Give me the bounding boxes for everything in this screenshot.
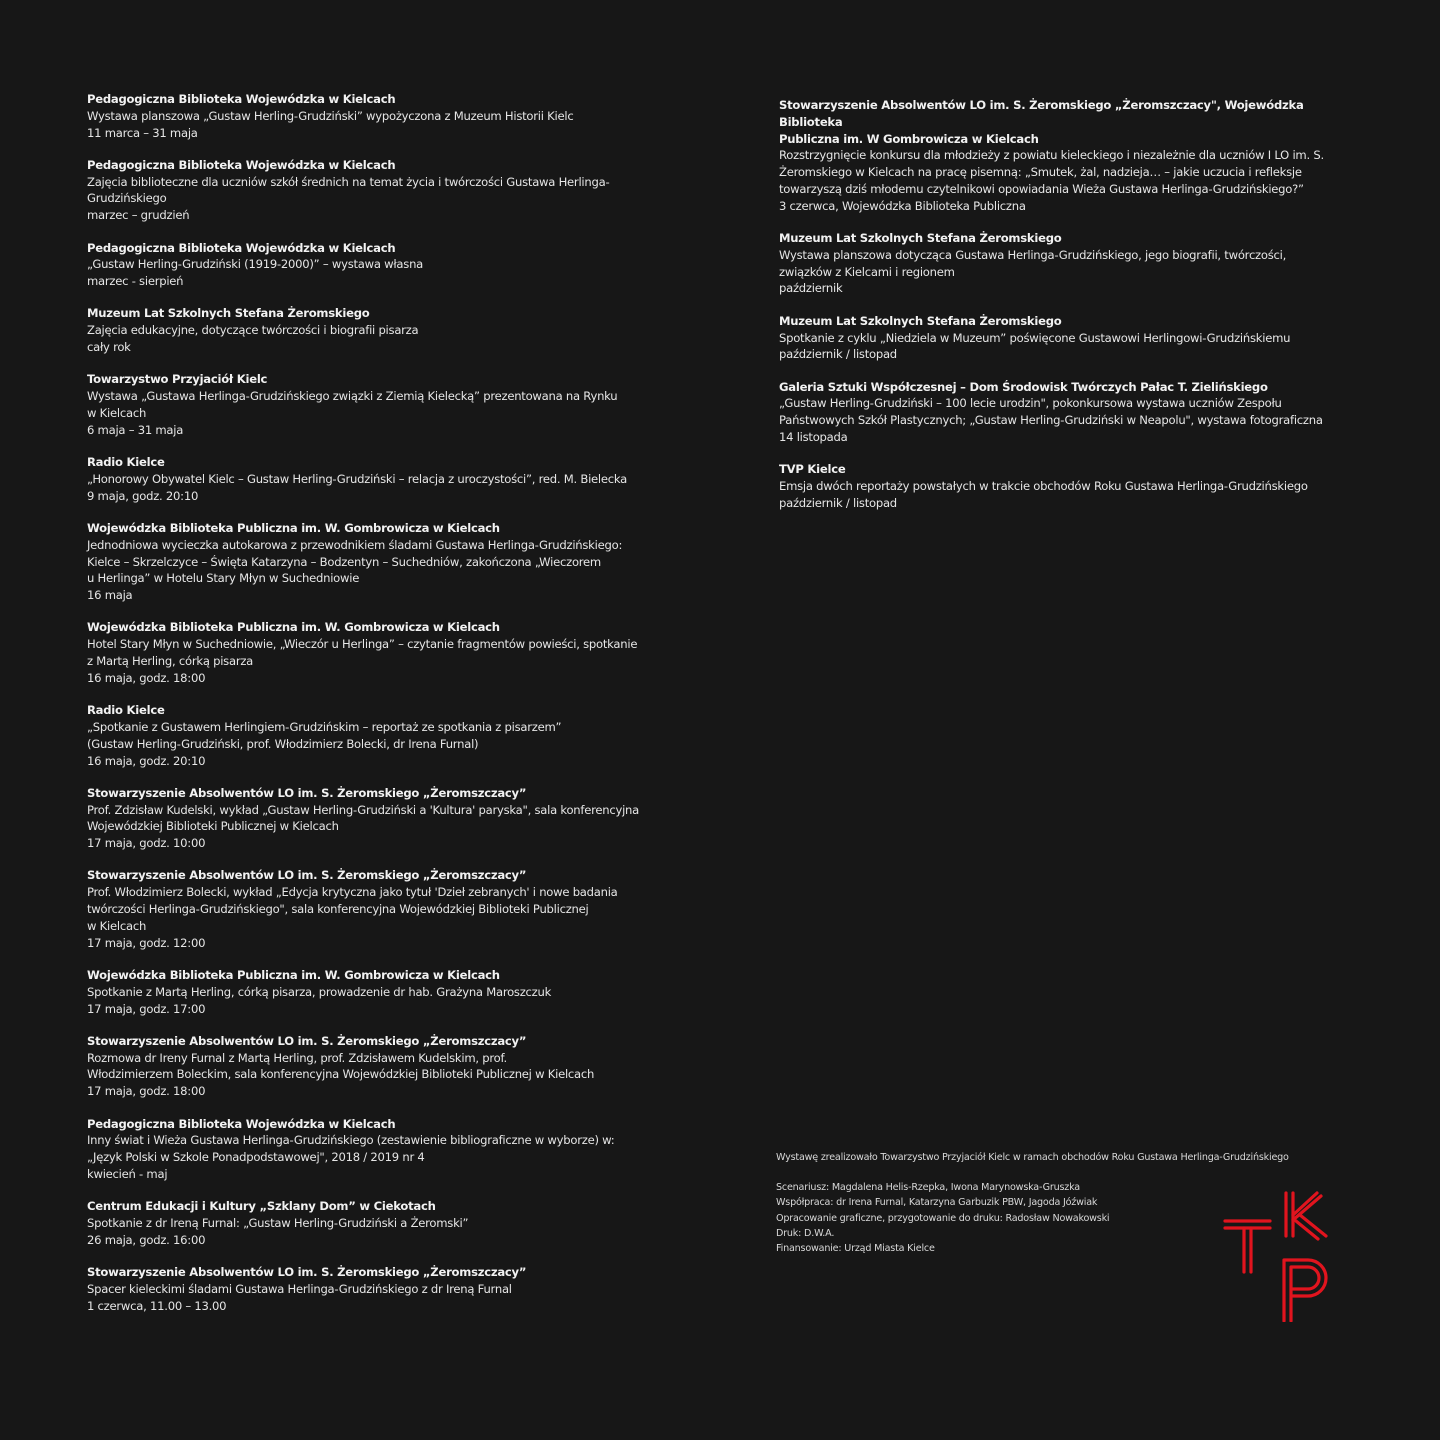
event-organizer: Centrum Edukacji i Kultury „Szklany Dom” w Ciekotach	[87, 1199, 436, 1214]
event-date: cały rok	[87, 340, 131, 355]
credits-line: Współpraca: dr Irena Furnal, Katarzyna Garbuzik PBW, Jagoda Jóźwiak	[776, 1197, 1098, 1209]
event-date: 17 maja, godz. 12:00	[87, 935, 206, 950]
event-organizer: Pedagogiczna Biblioteka Wojewódzka w Kielcach	[87, 1116, 396, 1131]
credits-line: Scenariusz: Magdalena Helis-Rzepka, Iwona Marynowska-Gruszka	[776, 1182, 1080, 1194]
event-description: z Martą Herling, córką pisarza	[87, 654, 254, 669]
event-organizer: TVP Kielce	[779, 462, 846, 477]
event-description: Prof. Włodzimierz Bolecki, wykład „Edycja krytyczna jako tytuł 'Dzieł zebranych' i nowe badania	[87, 885, 618, 900]
event-organizer: Pedagogiczna Biblioteka Wojewódzka w Kielcach	[87, 92, 396, 106]
event-entry	[87, 702, 677, 769]
event-description: Wystawa planszowa dotycząca Gustawa Herlinga-Grudzińskiego, jego biografii, twórczości,	[779, 247, 1287, 262]
event-description: „Gustaw Herling-Grudziński – 100 lecie urodzin", pokonkursowa wystawa uczniów Zespołu	[779, 396, 1282, 411]
credits-line: Finansowanie: Urząd Miasta Kielce	[776, 1243, 935, 1255]
event-entry	[87, 1198, 677, 1248]
event-entry	[87, 785, 677, 852]
event-date: 3 czerwca, Wojewódzka Biblioteka Publiczna	[779, 198, 1026, 213]
event-entry	[87, 619, 677, 686]
tpk-logo	[1222, 1188, 1344, 1322]
event-organizer: Galeria Sztuki Współczesnej – Dom Środowisk Twórczych Pałac T. Zielińskiego	[779, 379, 1268, 394]
event-description: Grudzińskiego	[87, 191, 167, 206]
event-description: Inny świat i Wieża Gustawa Herlinga-Grudzińskiego (zestawienie bibliograficzne w wyborze) w:	[87, 1133, 615, 1148]
event-date: październik / listopad	[779, 495, 897, 510]
event-date: 16 maja, godz. 18:00	[87, 670, 206, 685]
event-organizer: Stowarzyszenie Absolwentów LO im. S. Żeromskiego „Żeromszczacy”	[87, 868, 527, 883]
event-date: 17 maja, godz. 18:00	[87, 1084, 206, 1099]
event-entry	[87, 967, 677, 1017]
event-description: Zajęcia biblioteczne dla uczniów szkół średnich na temat życia i twórczości Gustawa Herlinga-	[87, 174, 610, 189]
event-description: Rozmowa dr Ireny Furnal z Martą Herling, prof. Zdzisławem Kudelskim, prof.	[87, 1050, 507, 1065]
event-description: towarzyszą dziś młodemu czytelnikowi opowiadania Wieża Gustawa Herlinga-Grudzińskiego?”	[779, 181, 1304, 196]
event-description: Wystawa planszowa „Gustaw Herling-Grudziński” wypożyczona z Muzeum Historii Kielc	[87, 108, 574, 123]
event-description: Jednodniowa wycieczka autokarowa z przewodnikiem śladami Gustawa Herlinga-Grudzińskiego:	[87, 537, 623, 552]
credits-lead: Wystawę zrealizowało Towarzystwo Przyjaciół Kielc w ramach obchodów Roku Gustawa Herlinga-Grudzińskiego	[776, 1152, 1289, 1163]
event-description: Hotel Stary Młyn w Suchedniowie, „Wieczór u Herlinga” – czytanie fragmentów powieści, spotkanie	[87, 637, 638, 652]
event-organizer: Wojewódzka Biblioteka Publiczna im. W. Gombrowicza w Kielcach	[87, 620, 500, 635]
event-entry	[87, 91, 677, 141]
event-date: 16 maja	[87, 588, 133, 603]
event-organizer: Stowarzyszenie Absolwentów LO im. S. Żeromskiego „Żeromszczacy”	[87, 1265, 527, 1280]
event-organizer: Stowarzyszenie Absolwentów LO im. S. Żeromskiego „Żeromszczacy", Wojewódzka Biblioteka	[779, 98, 1304, 129]
event-description: Wojewódzkiej Biblioteki Publicznej w Kielcach	[87, 819, 339, 834]
event-description: Państwowych Szkół Plastycznych; „Gustaw Herling-Grudziński w Neapolu", wystawa fotograficzna	[779, 413, 1323, 428]
event-description: Emsja dwóch reportaży powstałych w trakcie obchodów Roku Gustawa Herlinga-Grudzińskiego	[779, 479, 1308, 494]
event-date: 1 czerwca, 11.00 – 13.00	[87, 1298, 227, 1313]
event-date: 11 marca – 31 maja	[87, 125, 198, 140]
event-description: Spotkanie z cyklu „Niedziela w Muzeum” poświęcone Gustawowi Herlingowi-Grudzińskiemu	[779, 330, 1291, 345]
event-organizer: Publiczna im. W Gombrowicza w Kielcach	[779, 131, 1039, 146]
event-entry	[87, 1116, 677, 1183]
credits-line: Druk: D.W.A.	[776, 1227, 835, 1239]
events-column-left	[87, 91, 677, 1330]
credits-line: Opracowanie graficzne, przygotowanie do druku: Radosław Nowakowski	[776, 1212, 1110, 1224]
event-date: kwiecień - maj	[87, 1166, 168, 1181]
event-description: twórczości Herlinga-Grudzińskiego", sala konferencyjna Wojewódzkiej Biblioteki Publicznej	[87, 902, 589, 917]
event-date: 6 maja – 31 maja	[87, 422, 184, 437]
event-organizer: Towarzystwo Przyjaciół Kielc	[87, 372, 268, 387]
event-date: 26 maja, godz. 16:00	[87, 1232, 206, 1247]
event-description: „Język Polski w Szkole Ponadpodstawowej", 2018 / 2019 nr 4	[87, 1150, 425, 1165]
event-description: Spotkanie z dr Ireną Furnal: „Gustaw Herling-Grudziński a Żeromski”	[87, 1216, 469, 1231]
event-entry	[779, 379, 1354, 446]
event-date: marzec - sierpień	[87, 274, 184, 289]
event-entry	[779, 97, 1354, 215]
event-organizer: Wojewódzka Biblioteka Publiczna im. W. Gombrowicza w Kielcach	[87, 967, 500, 982]
event-organizer: Muzeum Lat Szkolnych Stefana Żeromskiego	[779, 313, 1062, 328]
event-description: Zajęcia edukacyjne, dotyczące twórczości i biografii pisarza	[87, 323, 419, 338]
event-entry	[87, 1264, 677, 1314]
event-date: październik / listopad	[779, 347, 897, 362]
event-description: (Gustaw Herling-Grudziński, prof. Włodzimierz Bolecki, dr Irena Furnal)	[87, 736, 479, 751]
event-entry	[779, 461, 1354, 511]
event-description: Rozstrzygnięcie konkursu dla młodzieży z powiatu kieleckiego i niezależnie dla uczniów I LO im. S.	[779, 148, 1324, 163]
event-entry	[87, 1033, 677, 1100]
event-entry	[87, 520, 677, 604]
event-description: Spacer kieleckimi śladami Gustawa Herlinga-Grudzińskiego z dr Ireną Furnal	[87, 1281, 512, 1296]
event-description: Żeromskiego w Kielcach na pracę pisemną: „Smutek, żal, nadzieja… – jakie uczucia i refleksje	[779, 165, 1302, 180]
event-description: „Honorowy Obywatel Kielc – Gustaw Herling-Grudziński – relacja z uroczystości”, red. M. Bielecka	[87, 471, 628, 486]
event-description: „Gustaw Herling-Grudziński (1919-2000)” – wystawa własna	[87, 257, 424, 272]
event-organizer: Radio Kielce	[87, 703, 165, 718]
event-date: 17 maja, godz. 17:00	[87, 1001, 206, 1016]
event-entry	[87, 454, 677, 504]
event-organizer: Pedagogiczna Biblioteka Wojewódzka w Kielcach	[87, 240, 396, 255]
event-description: „Spotkanie z Gustawem Herlingiem-Grudzińskim – reportaż ze spotkania z pisarzem”	[87, 719, 562, 734]
events-column-right	[779, 97, 1354, 527]
event-entry	[87, 867, 677, 951]
event-organizer: Stowarzyszenie Absolwentów LO im. S. Żeromskiego „Żeromszczacy”	[87, 785, 527, 800]
event-date: 16 maja, godz. 20:10	[87, 753, 206, 768]
event-date: październik	[779, 281, 843, 296]
event-description: u Herlinga” w Hotelu Stary Młyn w Suchedniowie	[87, 571, 360, 586]
event-entry	[87, 240, 677, 290]
event-organizer: Muzeum Lat Szkolnych Stefana Żeromskiego	[779, 231, 1062, 246]
event-description: Prof. Zdzisław Kudelski, wykład „Gustaw Herling-Grudziński a 'Kultura' paryska", sala konferencyjna	[87, 802, 640, 817]
event-entry	[87, 371, 677, 438]
event-organizer: Muzeum Lat Szkolnych Stefana Żeromskiego	[87, 306, 370, 321]
event-entry	[87, 305, 677, 355]
event-organizer: Stowarzyszenie Absolwentów LO im. S. Żeromskiego „Żeromszczacy”	[87, 1033, 527, 1048]
event-description: związków z Kielcami i regionem	[779, 264, 955, 279]
event-date: 17 maja, godz. 10:00	[87, 836, 206, 851]
event-entry	[779, 230, 1354, 297]
event-description: w Kielcach	[87, 918, 147, 933]
event-entry	[87, 157, 677, 224]
event-date: 9 maja, godz. 20:10	[87, 488, 199, 503]
event-description: Wystawa „Gustawa Herlinga-Grudzińskiego związki z Ziemią Kielecką” prezentowana na Rynku	[87, 389, 618, 404]
event-description: Włodzimierzem Boleckim, sala konferencyjna Wojewódzkiej Biblioteki Publicznej w Kielcach	[87, 1067, 595, 1082]
event-date: 14 listopada	[779, 430, 848, 445]
event-description: w Kielcach	[87, 405, 147, 420]
event-description: Kielce – Skrzelczyce – Święta Katarzyna – Bodzentyn – Suchedniów, zakończona „Wieczorem	[87, 554, 601, 569]
event-entry	[779, 313, 1354, 363]
event-organizer: Radio Kielce	[87, 455, 165, 470]
event-organizer: Pedagogiczna Biblioteka Wojewódzka w Kielcach	[87, 157, 396, 172]
event-description: Spotkanie z Martą Herling, córką pisarza, prowadzenie dr hab. Grażyna Maroszczuk	[87, 984, 552, 999]
event-date: marzec – grudzień	[87, 208, 190, 223]
event-organizer: Wojewódzka Biblioteka Publiczna im. W. Gombrowicza w Kielcach	[87, 520, 500, 535]
